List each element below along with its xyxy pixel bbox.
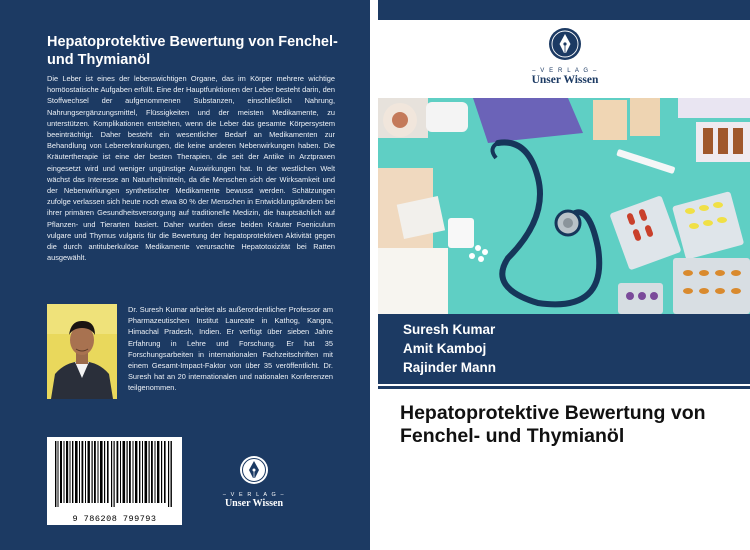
spine-gap	[370, 0, 378, 550]
back-publisher-logo	[222, 455, 286, 509]
front-logo-verlag: – V E R L A G –	[532, 68, 598, 74]
front-cover-title: Hepatoprotektive Bewertung von Fenchel- und Thymianöl	[400, 402, 706, 447]
fountain-pen-nib-icon	[548, 27, 582, 61]
back-cover-blurb: Die Leber ist eines der lebenswichtigen Organe, das im Körper mehrere wichtige homöostatische Aufgaben erfüllt. Eine der Hauptfunktionen der Leber besteht darin, den Stoffwechsel der aufgenommenen Substanzen, einschließlich Nahrung, Nahrungsergänzungsmittel, Flüssigkeiten und der meisten Medikamente, zu unterstützen. Komplikationen entstehen, wenn die Leber das gesamte Körpersystem beeinträchtigt. Daher besteht ein wesentlicher Bedarf an Medikamenten zur Behandlung von Lebererkrankungen, die keine anderen Nebenwirkungen haben. Die Kräutertherapie ist eine der besten Therapien, die seit der Antike in Arztpraxen eingesetzt wird und weniger ungünstige Auswirkungen hat. In der westlichen Welt wächst das Interesse an Naturheilmitteln, da die Menschen sich der Wirksamkeit und der Nebenwirkungen synthetischer Medikamente bewusst werden. Schätzungen zufolge verlassen sich heute noch etwa 80 % der Menschen in Entwicklungsländern bei ihrer primären Gesundheitsversorgung auf traditionelle Medizin, die hauptsächlich auf Pflanzen- und Tierarten basiert. Daher wurden diese beiden Kräuter Foeniculum vulgare und Thymus vulgaris für die Bewertung der hepatoprotektiven Aktivität gegen die durch antituberkulöse Medikamente verursachte Hepatotoxizität bei Ratten ausgewählt.	[47, 74, 335, 263]
author-photo	[47, 304, 117, 399]
back-logo-name: Unser Wissen	[224, 498, 284, 509]
front-publisher-logo	[510, 27, 620, 86]
isbn-barcode	[47, 437, 182, 525]
front-cover	[378, 0, 750, 550]
back-cover-title: Hepatoprotektive Bewertung von Fenchel- und Thymianöl	[47, 34, 338, 68]
author-bio: Dr. Suresh Kumar arbeitet als außerordentlicher Professor am Pharmazeutischen Institut Laureate in Kathog, Kangra, Himachal Pradesh, Indien. Er verfügt über sieben Jahre Erfahrung in Lehre und Forschung. Er hat 35 Forschungsarbeiten in internationalen Fachzeitschriften mit einem Gesamt-Impact-Faktor von über 35 veröffentlicht. Dr. Suresh hat an 20 internationalen und nationalen Konferenzen teilgenommen.	[128, 305, 333, 393]
isbn-digits: 9 786208 799793	[72, 514, 157, 524]
fountain-pen-nib-icon	[239, 455, 269, 485]
stethoscope-pills-illustration	[378, 98, 750, 314]
back-logo-verlag: – V E R L A G –	[222, 492, 286, 498]
author-portrait-icon	[47, 304, 117, 399]
cover-photo-medical-supplies	[378, 98, 750, 314]
author-name-1: Suresh Kumar	[403, 322, 496, 337]
front-logo-name: Unser Wissen	[531, 74, 599, 86]
barcode-bars	[47, 437, 182, 509]
back-cover	[0, 0, 370, 550]
front-top-band	[378, 0, 750, 20]
author-name-3: Rajinder Mann	[403, 360, 497, 375]
front-divider-rule	[378, 386, 750, 389]
author-name-2: Amit Kamboj	[403, 341, 487, 356]
authors-band	[378, 314, 750, 384]
